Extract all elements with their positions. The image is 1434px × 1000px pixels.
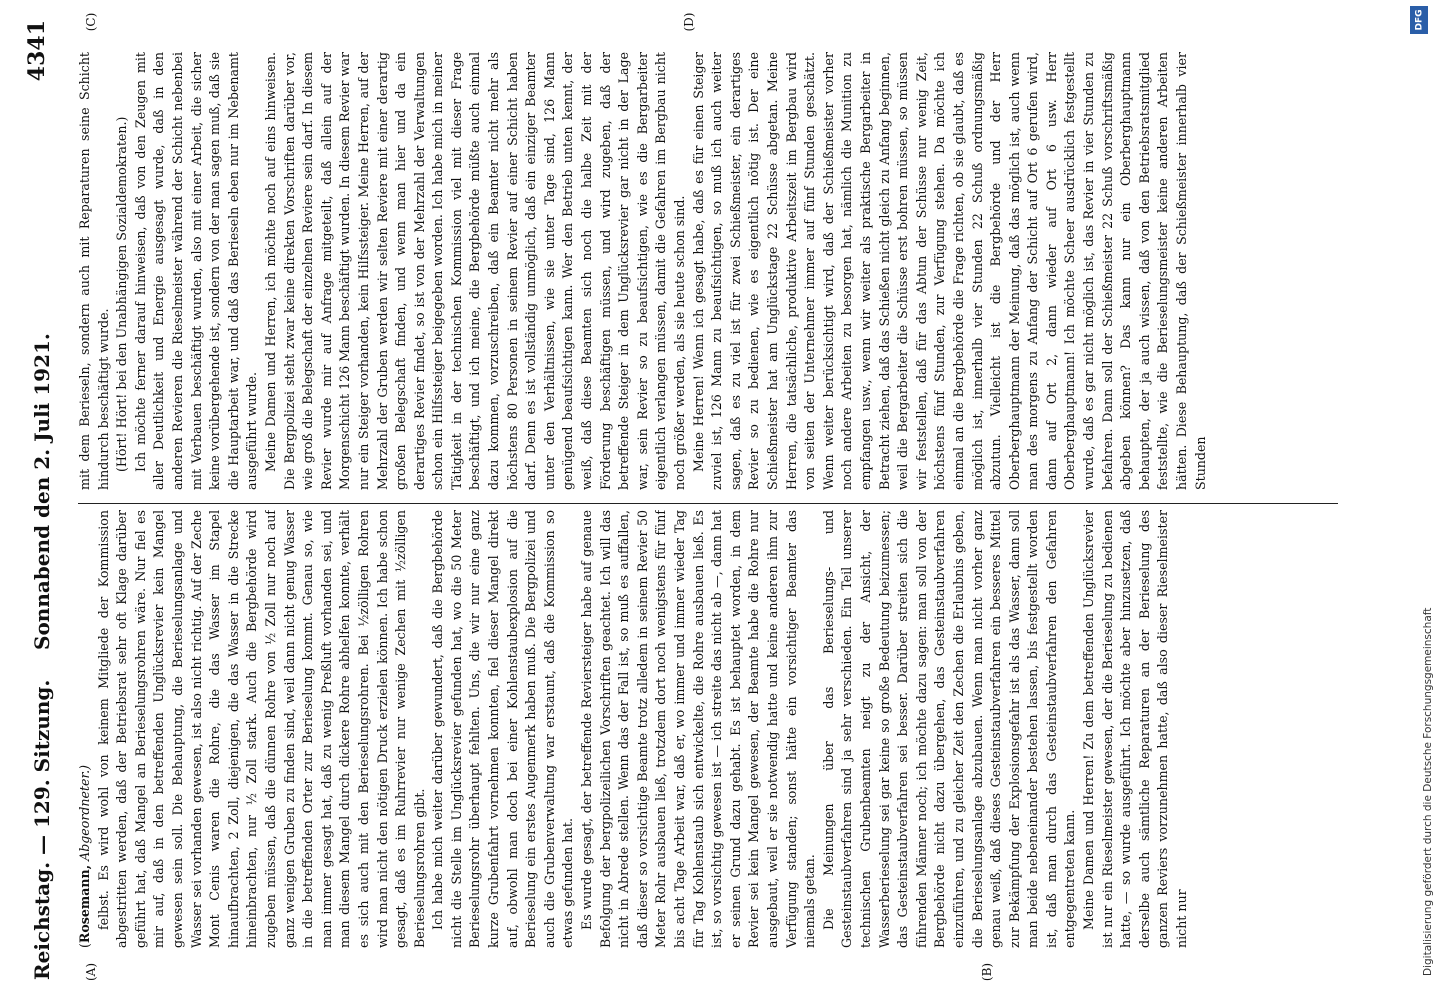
left-column xyxy=(76,510,1346,948)
digitization-note xyxy=(1404,0,1434,1000)
paragraph: Ich habe mich weiter darüber gewundert, daß die Bergbehörde nicht die Stelle im Unglücksrevier gefunden hat, wo die 50 Meter Berieselungsrohr überhaupt fehlten. Uns, die wir nur eine ganz kurze Grubenfahrt vornehmen konnten, fiel dieser Mangel direkt auf, obwohl man doch bei einer Kohlenstaubexplosion auf die Berieselung ein erstes Augenmerk haben muß. Die Bergpolizei und auch die Grubenverwaltung war erstaunt, daß die Kommission so etwas gefunden hat. xyxy=(430,510,576,948)
paragraph: felbst. Es wird wohl von keinem Mitgliede der Kommission abgestritten werden, daß der Betriebsrat sehr oft Klage darüber geführt hat, daß Mangel an Berieselungsrohren wäre. Nur fiel es mir auf, daß in den betreffenden Unglücksrevier kein Mangel gewesen sein soll. Die Behauptung, die Berieselungsanlage und Wasser sei vorhanden gewesen, ist also nicht richtig. Auf der Zeche Mont Cenis waren die Rohre, die das Wasser im Stapel hinaufbrachten, 2 Zoll, diejenigen, die das Wasser in die Strecke hineinbrachten, nur ½ Zoll stark. Auch die Bergbehörde wird zugeben müssen, daß die dünnen Rohre von ½ Zoll nur noch auf ganz wenigen Gruben zu finden sind, weil dann nicht genug Wasser in die betreffenden Orter zur Berieselung kommt. Genau so, wie man immer gesagt hat, daß zu wenig Preßluft vorhanden sei, und man diesem Mangel durch dickere Rohre abhelfen konnte, verhält es sich auch mit den Berieselungsrohren. Bei ½zölligen Rohren wird man nicht den nötigen Druck erzielen können. Ich habe schon gesagt, daß es im Ruhrrevier nur wenige Zechen mit ½zölligen Berieselungsrohren gibt. xyxy=(95,510,427,948)
margin-marker-c: (C) xyxy=(84,12,98,32)
paragraph: Meine Herren! Wenn ich gesagt habe, daß es für einen Steiger zuviel ist, 126 Mann zu beaufsichtigen, so muß ich auch weiter sagen, daß es zu viel ist für zwei Schießmeister, ein derartiges Revier so zu bedienen, wie es eigentlich nötig ist. Der eine Schießmeister hat am Unglückstage 22 Schüsse abgetan. Meine Herren, die tatsächliche, produktive Arbeitszeit im Bergbau wird von seiten der Unternehmer immer auf fünf Stunden geschätzt. Wenn weiter berücksichtigt wird, daß der Schießmeister vorher noch andere Arbeiten zu besorgen hat, nämlich die Munition zu empfangen usw., wenn wir weiter als praktische Bergarbeiter in Betracht ziehen, daß das Schießen nicht gleich zu Anfang beginnen, weil die Bergarbeiter die Schüsse erst bohren müssen, so müssen wir feststellen, daß für das Abtun der Schüsse nur wenig Zeit, höchstens fünf Stunden, zur Verfügung stehen. Da möchte ich einmal an die Bergbehörde die Frage richten, ob sie glaubt, daß es möglich ist, innerhalb vier Stunden 22 Schuß ordnungsmäßig abzutun. Vielleicht ist die Bergbehörde und der Herr Oberberghauptmann der Meinung, daß das möglich ist, auch wenn man des morgens zu Anfang der Schicht auf Ort 6 gerufen wird, dann auf Ort 2, dann wieder auf Ort 6 usw. Herr Oberberghauptmann! Ich möchte Scheer ausdrücklich festgestellt wurde, daß es gar nicht möglich ist, das Revier in vier Stunden zu befahren. Dann soll der Schießmeister 22 Schuß vorschriftsmäßig abgeben können? Das kann nur ein Oberberghauptmann behaupten, der ja auch wissen, daß von den Betriebsratsmitglied feststellte, wie die Berieselungsmeister keine anderen Arbeiten hätten. Diese Behauptung, daß der Schießmeister innerhalb vier Stunden xyxy=(690,52,1208,490)
page-number: 4341 xyxy=(24,20,50,82)
margin-marker-d: (D) xyxy=(682,12,696,32)
header-session: Reichstag. — 129. Sitzung. xyxy=(30,679,54,980)
paragraph: Meine Damen und Herren, ich möchte noch auf eins hinweisen. Die Bergpolizei steht zwar keine direkten Vorschriften darüber vor, wie groß die Belegschaft der einzelnen Reviere sein darf. In diesem Revier wurde mir auf Anfrage mitgeteilt, daß allein auf der Morgenschicht 126 Mann beschäftigt wurden. In diesem Revier war nur ein Steiger vorhanden, kein Hilfssteiger. Meine Herren, auf der Mehrzahl der Gruben werden wir selten Reviere mit einer derartig großen Belegschaft finden, und wenn man hier und da ein derartiges Revier findet, so ist von der Mehrzahl der Verwaltungen schon ein Hilfssteiger beigegeben worden. Ich habe mich in meiner Tätigkeit in der technischen Kommission viel mit dieser Frage beschäftigt, und ich meine, die Bergbehörde müßte auch einmal dazu kommen, vorzuschreiben, daß ein Beamter nicht mehr als höchstens 80 Personen in seinem Revier auf einer Schicht haben darf. Denn es ist vollständig unmöglich, daß ein einziger Beamter unter den Verhältnissen, wie sie unter Tage sind, 126 Mann genügend beaufsichtigen kann. Wer den Betrieb unten kennt, der weiß, daß diese Beamten sich noch die halbe Zeit mit der Förderung beschäftigen müssen, und wird zugeben, daß der betreffende Steiger in dem Unglücksrevier gar nicht in der Lage war, sein Revier so zu beaufsichtigen, wie es die Bergarbeiter eigentlich verlangen müssen, damit die Gefahren im Bergbau nicht noch größer werden, als sie heute schon sind. xyxy=(262,52,687,490)
margin-marker-a: (A) xyxy=(84,962,98,982)
paragraph: Meine Damen und Herren! Zu dem betreffenden Unglücksrevier ist nur ein Rieselmeister gewesen, der die Berieselung zu bedienen hatte, — so wurde ausgeführt. Ich möchte aber hinzusetzen, daß derselbe auch sämtliche Reparaturen an der Berieselung des ganzen Reviers vorzunehmen hatte, daß also dieser Rieselmeister nicht nur xyxy=(1081,510,1190,948)
speaker-party: Abgeordneter.) xyxy=(77,764,92,861)
margin-marker-b: (B) xyxy=(980,962,994,982)
right-column xyxy=(76,52,1346,490)
digitization-text: Digitalisierung gefördert durch die Deutsche Forschungsgemeinschaft xyxy=(1422,607,1434,976)
paragraph: Die Meinungen über das Berieselungs- und Gesteinstaubverfahren sind ja sehr verschieden. Ein Teil unserer technischen Grubenbeamten neigt zu der Ansicht, der Wasserberieselung sei gar keine so große Bedeutung beizumessen; das Gesteinstaubverfahren sei besser. Darüber streiten sich die führenden Männer noch; ich möchte dazu sagen: man soll von der Bergbehörde nicht dazu übergehen, das Gesteinstaubverfahren einzuführen, und zu gleicher Zeit den Zechen die Erlaubnis geben, die Berieselungsanlage abzubauen. Wenn man nicht vorher ganz genau weiß, daß dieses Gesteinstaubverfahren ein besseres Mittel zur Bekämpfung der Explosionsgefahr ist als das Wasser, dann soll man beide nebeneinander bestehen lassen, bis festgestellt worden ist, daß man durch das Gesteinstaubverfahren den Gefahren entgegentreten kann. xyxy=(820,510,1078,948)
dfg-logo-text: DFG xyxy=(1414,9,1425,31)
interjection: (Hört! Hört! bei den Unabhängigen Sozialdemokraten.) xyxy=(114,116,130,472)
speaker-name: Rosemann, xyxy=(77,864,92,944)
header-date: Sonnabend den 2. Juli 1921. xyxy=(30,333,54,650)
page-header xyxy=(18,20,64,980)
speaker-line: (Rosemann, Abgeordneter.) xyxy=(77,764,92,948)
paragraph: Ich möchte ferner darauf hinweisen, daß von den Zeugen mit aller Deutlichkeit und Energie ausgesagt wurde, daß in den anderen Revieren die Rieselmeister während der Schicht nebenbei mit Verbauen beschäftigt wurden, also mit einer Arbeit, die sicher keine vorübergehende ist, sondern von der man sagen muß, daß sie die Hauptarbeit war, und daß das Berieseln eben nur im Nebenamt ausgeführt wurde. xyxy=(132,52,260,490)
paragraph: Es wurde gesagt, der betreffende Reviersteiger habe auf genaue Befolgung der bergpolizeilichen Vorschriften geachtet. Ich will das nicht in Abrede stellen. Wenn das der Fall ist, so muß es auffallen, daß dieser so vorsichtige Beamte trotz alledem in seinem Revier 50 Meter Rohr ausbauen ließ, trotzdem dort noch wenigstens für fünf bis acht Tage Arbeit war, daß er, wo immer und immer wieder Tag für Tag Kohlenstaub sich entwickelte, die Rohre ausbauen ließ. Es ist, so vorsichtig gewesen ist — ich streite das nicht ab —, dann hat er seinen Grund dazu gehabt. Es ist behauptet worden, in dem Revier sei kein Mangel gewesen, der Beamte habe die Rohre nur ausgebaut, weil er sie notwendig hatte und keine anderen ihm zur Verfügung standen; sonst hätte ein vorsichtiger Beamter das niemals getan. xyxy=(579,510,818,948)
paragraph: mit dem Berieseln, sondern auch mit Reparaturen seine Schicht hindurch beschäftigt wurde. xyxy=(77,52,111,490)
column-divider xyxy=(78,503,1338,504)
